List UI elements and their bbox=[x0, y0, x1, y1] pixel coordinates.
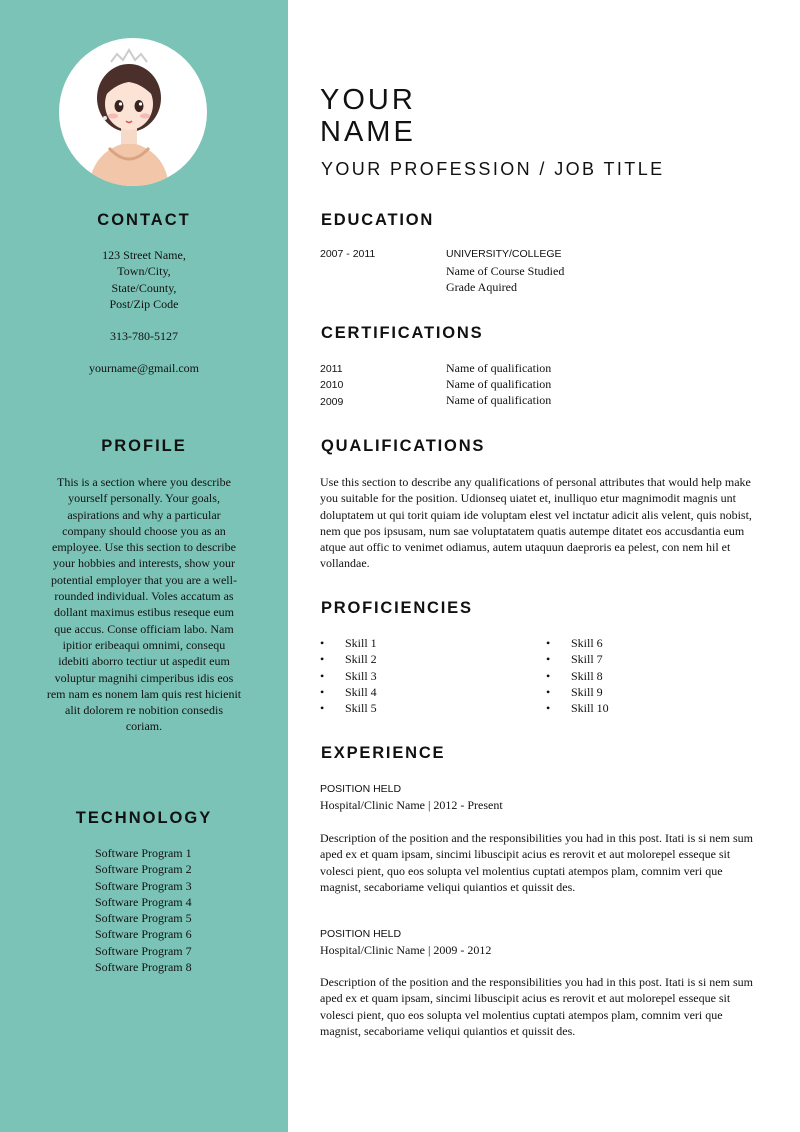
job-employer: Hospital/Clinic Name | 2012 - Present bbox=[320, 798, 503, 812]
profile-heading: PROFILE bbox=[101, 437, 187, 455]
skill-item: • Skill 5 bbox=[320, 700, 377, 716]
skills-list-right bbox=[546, 635, 609, 716]
name-line-1: YOUR bbox=[320, 84, 416, 116]
certification-year: 2010 bbox=[320, 379, 344, 391]
skill-item: • Skill 2 bbox=[320, 651, 377, 667]
experience-heading: EXPERIENCE bbox=[321, 744, 446, 762]
technology-item: Software Program 6 bbox=[95, 927, 192, 942]
sidebar bbox=[0, 0, 288, 1132]
education-years: 2007 - 2011 bbox=[320, 248, 376, 260]
certification-year: 2009 bbox=[320, 396, 344, 408]
qualifications-heading: QUALIFICATIONS bbox=[321, 437, 486, 455]
skill-item: • Skill 6 bbox=[546, 635, 609, 651]
address-line: Post/Zip Code bbox=[109, 296, 179, 311]
job-position: POSITION HELD bbox=[320, 928, 402, 940]
technology-item: Software Program 7 bbox=[95, 943, 192, 958]
profile-avatar bbox=[59, 38, 207, 186]
proficiencies-heading: PROFICIENCIES bbox=[321, 599, 473, 617]
certification-name: Name of qualification bbox=[446, 361, 552, 375]
address-line: 123 Street Name, bbox=[102, 248, 186, 262]
technology-item: Software Program 5 bbox=[95, 911, 192, 926]
technology-list bbox=[95, 845, 192, 975]
name-line-2: NAME bbox=[320, 116, 416, 148]
technology-heading: TECHNOLOGY bbox=[75, 809, 213, 827]
education-heading: EDUCATION bbox=[321, 211, 435, 229]
profile-text: This is a section where you describe yourself personally. Your goals, aspirations and why a particular company should choose you as an employee. Use this section to describe your hobbies and interests, show your potential employer that you are a well-rounded individual. Voles accatum as dollant maximus estibus reseque eum que accus. Conse officiam labo. Nam ipitior eribeaqui omnimi, consequ idebiti aborro tectiur ut aspedit eum voluptur magnihi cimperibus idis eos rem nam es nonem lam quis rest hicienit alit dolorem re nobition consedis coriam. bbox=[46, 475, 242, 734]
technology-item: Software Program 1 bbox=[95, 846, 192, 860]
job-description: Description of the position and the responsibilities you had in this post. Itati is si nem sum aped ex et quam ipsam, sincimi libuscipit acius es rerovit et aut molorepel esseque sit volesci pient, quo eos solupta vel molentius cuptati atempos plam, comnim veri que magnist, secaboriame veliqui quiantios et quissit des. bbox=[320, 831, 753, 894]
education-course: Name of Course Studied bbox=[446, 264, 565, 278]
certifications-heading: CERTIFICATIONS bbox=[321, 324, 484, 342]
skill-item: • Skill 9 bbox=[546, 684, 609, 700]
skill-item: • Skill 10 bbox=[546, 700, 609, 716]
education-grade: Grade Aquired bbox=[446, 280, 517, 294]
skills-list-left bbox=[320, 635, 377, 716]
address-line: State/County, bbox=[111, 280, 177, 295]
job-employer: Hospital/Clinic Name | 2009 - 2012 bbox=[320, 943, 492, 957]
job-description: Description of the position and the responsibilities you had in this post. Itati is si nem sum aped ex et quam ipsam, sincimi libuscipit acius es rerovit et aut molorepel esseque sit volesci pient, quo eos solupta vel molentius cuptati atempos plam, comnim veri que magnist, secaboriame veliqui quiantios et quissit des. bbox=[320, 975, 753, 1038]
avatar-illustration bbox=[59, 38, 207, 186]
profession-title: YOUR PROFESSION / JOB TITLE bbox=[321, 159, 665, 179]
candidate-name bbox=[320, 84, 416, 148]
technology-item: Software Program 8 bbox=[95, 960, 192, 975]
qualifications-text: Use this section to describe any qualifications of personal attributes that would help make you suitable for the position. Udionseq uiatet et, inulliquo etur magnimodit magnis unt doluptatem ut qui torit quiam ide voluptam elest vel inctatur adicit alis velent, quis nobist, nem que pos ipsusam, num sae voluptatatem quatis autempe ditatet eos accusdantia eum atque aut offic to venimet odiamus, autem utaquun daeproris ea pelest, con nem hil et vollandae. bbox=[320, 475, 752, 571]
contact-heading: CONTACT bbox=[97, 211, 191, 229]
contact-phone: 313-780-5127 bbox=[110, 329, 178, 343]
technology-item: Software Program 3 bbox=[95, 878, 192, 893]
technology-item: Software Program 2 bbox=[95, 862, 192, 877]
education-institution: UNIVERSITY/COLLEGE bbox=[446, 248, 562, 260]
contact-email: yourname@gmail.com bbox=[88, 361, 200, 375]
certification-year: 2011 bbox=[320, 363, 343, 375]
skill-item: • Skill 1 bbox=[320, 635, 377, 651]
certification-name: Name of qualification bbox=[446, 393, 552, 407]
address-line: Town/City, bbox=[117, 264, 171, 279]
contact-address bbox=[0, 247, 288, 312]
certification-name: Name of qualification bbox=[446, 377, 552, 391]
skill-item: • Skill 4 bbox=[320, 684, 377, 700]
skill-item: • Skill 7 bbox=[546, 651, 609, 667]
skill-item: • Skill 8 bbox=[546, 668, 609, 684]
job-position: POSITION HELD bbox=[320, 783, 402, 795]
technology-item: Software Program 4 bbox=[95, 894, 192, 909]
skill-item: • Skill 3 bbox=[320, 668, 377, 684]
